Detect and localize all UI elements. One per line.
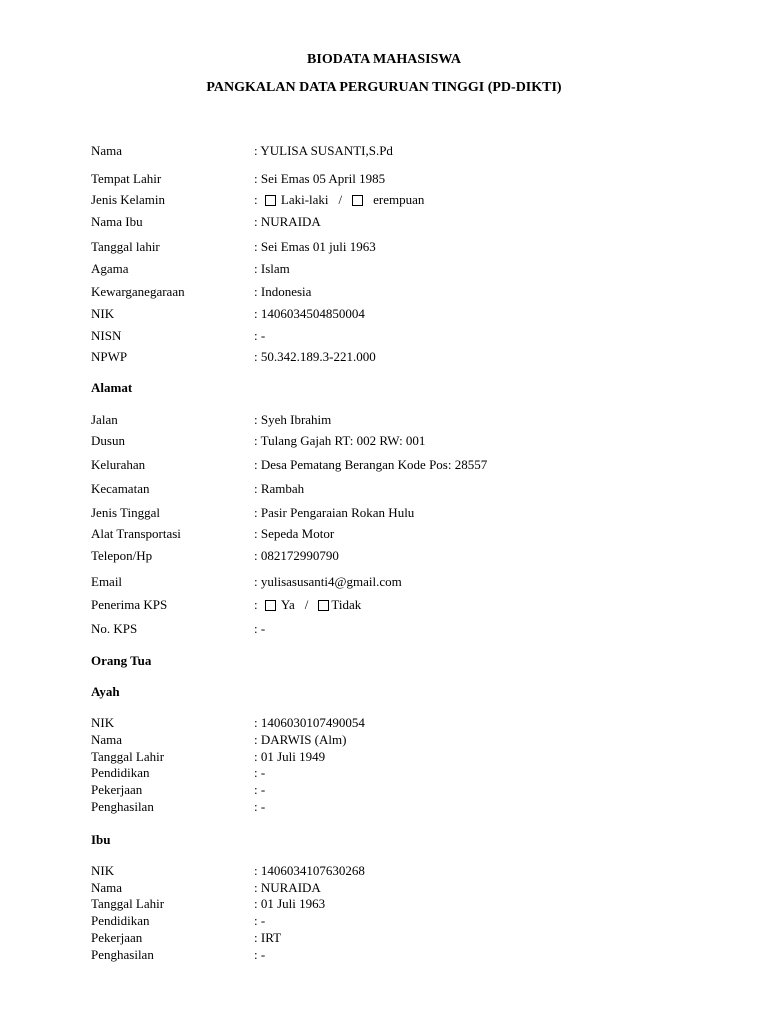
option-tidak: Tidak <box>331 597 362 612</box>
checkbox-tidak[interactable] <box>318 600 329 611</box>
colon: : <box>254 597 258 612</box>
field-value: : 50.342.189.3-221.000 <box>254 349 376 364</box>
field-label: No. KPS <box>91 621 138 636</box>
field-label: Jenis Tinggal <box>91 505 160 520</box>
field-value: : - <box>254 799 266 814</box>
field-value: : Sei Emas 01 juli 1963 <box>254 239 376 254</box>
option-ya: Ya <box>280 597 295 612</box>
field-label: NPWP <box>91 349 128 364</box>
field-value <box>254 191 424 208</box>
field-value: : 1406034107630268 <box>254 863 365 878</box>
field-label: Email <box>91 574 123 589</box>
field-label: NISN <box>91 328 122 343</box>
field-value: : 082172990790 <box>254 548 339 563</box>
field-label: Penghasilan <box>91 799 154 814</box>
field-value: : Tulang Gajah RT: 002 RW: 001 <box>254 433 426 448</box>
field-value: : - <box>254 765 266 780</box>
field-label: Kelurahan <box>91 457 146 472</box>
option-perempuan: erempuan <box>373 192 425 207</box>
checkbox-laki-laki[interactable] <box>265 195 276 206</box>
field-value: : 1406030107490054 <box>254 715 365 730</box>
section-heading-ibu: Ibu <box>91 832 111 847</box>
field-value: : Rambah <box>254 481 305 496</box>
field-label: Nama <box>91 732 123 747</box>
field-value: : Syeh Ibrahim <box>254 412 332 427</box>
field-label: Alat Transportasi <box>91 526 181 541</box>
field-value: : YULISA SUSANTI,S.Pd <box>254 143 393 158</box>
field-label: Tanggal lahir <box>91 239 160 254</box>
field-label: Dusun <box>91 433 125 448</box>
field-value: : NURAIDA <box>254 214 321 229</box>
document-title: BIODATA MAHASISWA <box>307 52 461 67</box>
field-value: : Pasir Pengaraian Rokan Hulu <box>254 505 415 520</box>
field-label: Nama <box>91 880 123 895</box>
field-value: : IRT <box>254 930 282 945</box>
field-label: Tanggal Lahir <box>91 749 165 764</box>
field-value: : Indonesia <box>254 284 312 299</box>
separator: / <box>304 597 309 612</box>
field-label: Nama <box>91 143 123 158</box>
field-value: : - <box>254 328 266 343</box>
field-label: Tanggal Lahir <box>91 896 165 911</box>
field-label: Pendidikan <box>91 765 150 780</box>
field-value: : - <box>254 947 266 962</box>
field-value: : yulisasusanti4@gmail.com <box>254 574 402 589</box>
field-label: Penghasilan <box>91 947 154 962</box>
field-label: Kecamatan <box>91 481 150 496</box>
field-value <box>254 596 361 613</box>
field-label: Jalan <box>91 412 118 427</box>
field-label: NIK <box>91 863 115 878</box>
field-label: Nama Ibu <box>91 214 143 229</box>
field-value: : NURAIDA <box>254 880 321 895</box>
field-label: Telepon/Hp <box>91 548 153 563</box>
field-value: : Sepeda Motor <box>254 526 335 541</box>
field-label: Tempat Lahir <box>91 171 162 186</box>
field-value: : 1406034504850004 <box>254 306 365 321</box>
field-value: : - <box>254 782 266 797</box>
field-value: : 01 Juli 1949 <box>254 749 326 764</box>
field-value: : 01 Juli 1963 <box>254 896 326 911</box>
section-heading-orang-tua: Orang Tua <box>91 653 152 668</box>
field-label: Kewarganegaraan <box>91 284 185 299</box>
field-value: : Desa Pematang Berangan Kode Pos: 28557 <box>254 457 488 472</box>
field-value: : - <box>254 913 266 928</box>
field-label: Pendidikan <box>91 913 150 928</box>
field-label: NIK <box>91 715 115 730</box>
checkbox-ya[interactable] <box>265 600 276 611</box>
field-value: : Islam <box>254 261 290 276</box>
option-laki-laki: Laki-laki <box>280 192 329 207</box>
field-label: NIK <box>91 306 115 321</box>
field-label: Pekerjaan <box>91 930 143 945</box>
field-value: : - <box>254 621 266 636</box>
section-heading-ayah: Ayah <box>91 684 120 699</box>
field-label: Agama <box>91 261 129 276</box>
field-label: Pekerjaan <box>91 782 143 797</box>
field-value: : DARWIS (Alm) <box>254 732 347 747</box>
field-label: Penerima KPS <box>91 597 168 612</box>
checkbox-perempuan[interactable] <box>352 195 363 206</box>
separator: / <box>338 192 343 207</box>
section-heading-alamat: Alamat <box>91 380 133 395</box>
colon: : <box>254 192 258 207</box>
field-value: : Sei Emas 05 April 1985 <box>254 171 386 186</box>
document-subtitle: PANGKALAN DATA PERGURUAN TINGGI (PD-DIKTI) <box>206 80 562 95</box>
field-label: Jenis Kelamin <box>91 192 166 207</box>
